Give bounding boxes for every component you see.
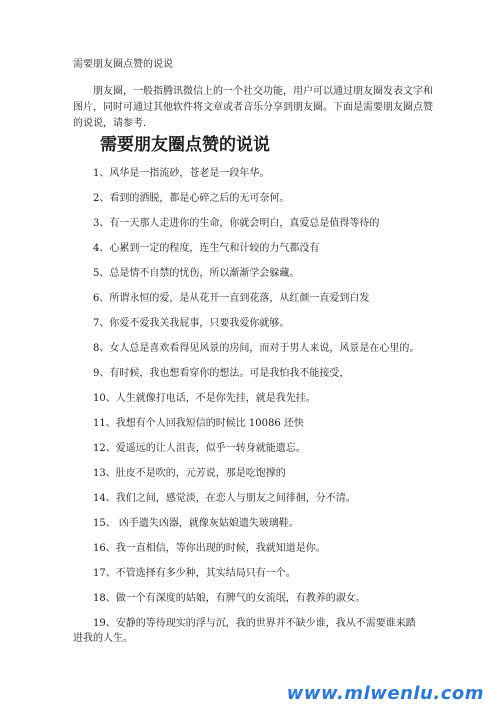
document-title: 需要朋友圈点赞的说说	[73, 59, 173, 70]
site-watermark: www.mlwenlu.com	[286, 683, 484, 704]
list-item: 10、人生就像打电话，不是你先挂，就是我先挂。	[93, 393, 316, 404]
list-item: 6、所谓永恒的爱，是从花开一直到花落，从红颜一直爱到白发	[93, 293, 370, 304]
list-item: 5、总是情不自禁的忧伤，所以渐渐学会躲藏。	[93, 268, 300, 279]
intro-paragraph: 朋友圈，一般指腾讯微信上的一个社交功能，用户可以通过朋友圈发表文字和图片，同时可通过其他软件将文章或者音乐分享到朋友圈。下面是需要朋友圈点赞的说说，请参考.	[73, 86, 433, 129]
list-item: 11、我想有个人回我短信的时候比 10086 还快	[93, 418, 304, 429]
list-item: 9、有时候，我也想看穿你的想法。可是我怕我不能接受，	[93, 368, 350, 379]
list-item-line: 19、安静的等待现实的浮与沉，我的世界并不缺少谁，我从不需要谁来踏	[93, 618, 416, 629]
list-item: 3、有一天那人走进你的生命，你就会明白，真爱总是值得等待的	[93, 218, 380, 229]
list-item: 18、做一个有深度的姑娘，有脾气的女流氓，有教养的淑女。	[93, 593, 366, 604]
section-heading: 需要朋友圈点赞的说说	[100, 135, 270, 155]
list-item: 12、爱遥远的让人沮丧，似乎一转身就能遗忘。	[93, 443, 306, 454]
list-item-line: 进我的人生。	[73, 633, 133, 644]
quote-list	[73, 166, 433, 656]
list-item: 15、 凶手遗失凶器，就像灰姑娘遗失玻璃鞋。	[93, 518, 299, 529]
list-item: 13、肚皮不是吹的，元芳说，那是吃饱撑的	[93, 468, 286, 479]
list-item: 1、风华是一指流砂，苍老是一段年华。	[93, 168, 270, 179]
list-item: 2、看到的洒脱，都是心碎之后的无可奈何。	[93, 193, 290, 204]
list-item	[73, 616, 433, 646]
list-item: 14、我们之间，感觉淡，在恋人与朋友之间徘徊，分不清。	[93, 493, 356, 504]
list-item: 8、女人总是喜欢看得见风景的房间，而对于男人来说，风景是在心里的。	[93, 343, 420, 354]
list-item: 7、你爱不爱我关我屁事，只要我爱你就够。	[93, 318, 290, 329]
list-item: 16、我一直相信，等你出现的时候，我就知道是你。	[93, 543, 326, 554]
list-item: 4、心累到一定的程度，连生气和计较的力气都没有	[93, 243, 320, 254]
list-item: 17、不管选择有多少种，其实结局只有一个。	[93, 568, 296, 579]
